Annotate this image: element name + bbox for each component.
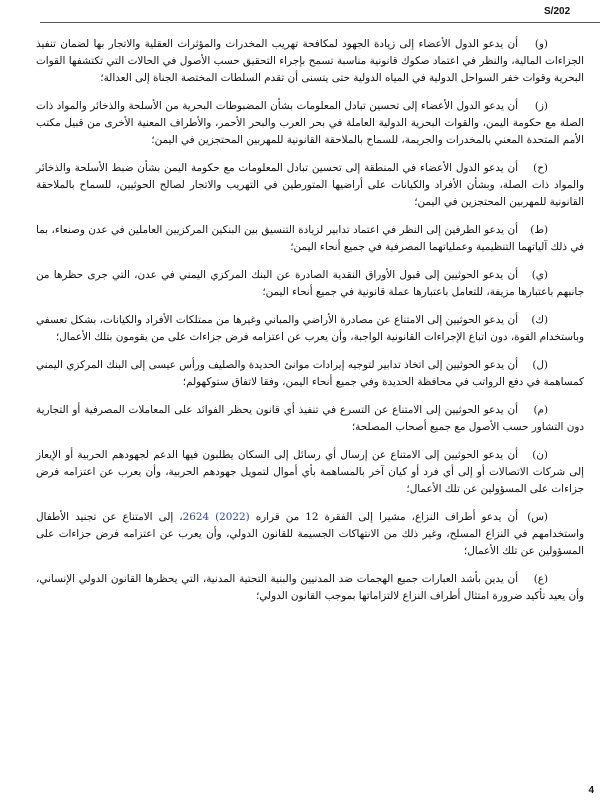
paragraph-text-before: أن يدعو أطراف النزاع، مشيرا إلى الفقرة 12 من قراره bbox=[249, 511, 518, 523]
paragraph-marker: (م) bbox=[533, 404, 548, 416]
paragraph-marker: (ح) bbox=[533, 162, 548, 174]
paragraph-text: أن يدعو الدول الأعضاء في المنطقة إلى تحسين تبادل المعلومات مع حكومة اليمن بشأن ضبط الأسلحة والذخائر والمواد ذات الصلة، وبشأن الأفراد والكيانات على أراضيها المتورطين في التهريب والاتجار لصالح الحوثيين، للسماح بالملاحقة القانونية للمهربين المحتجزين في اليمن؛ bbox=[36, 162, 584, 208]
paragraph-marker: (ي) bbox=[531, 269, 548, 281]
resolution-link[interactable]: 2624 (2022) bbox=[182, 511, 250, 523]
paragraph-kaf bbox=[36, 312, 584, 346]
paragraph-text-after: ، إلى الامتناع عن تجنيد الأطفال واستخدامهم في النزاع المسلح، وغير ذلك من الانتهاكات الجسيمة للقانون الدولي، وأن يعرب عن اعتزامه فرض جزاءات على المسؤولين عن تلك الأعمال؛ bbox=[36, 511, 584, 557]
paragraph-waw bbox=[36, 36, 584, 87]
paragraph-text: أن يدعو الحوثيين إلى اتخاذ تدابير لتوجيه إيرادات موانئ الحديدة والصليف ورأس عيسى إلى البنك المركزي اليمني كمساهمة في دفع الرواتب في محافظة الحديدة وفي جميع أنحاء اليمن، وفقا لاتفاق ستوكهولم؛ bbox=[35, 359, 584, 388]
paragraph-nun bbox=[36, 447, 584, 498]
paragraph-text: أن يدعو الحوثيين إلى قبول الأوراق النقدية الصادرة عن البنك المركزي اليمني في عدن، التي جرى حظرها من جانبهم باعتبارها مزيفة، للتعامل باعتبارها عملة قانونية في جميع أنحاء اليمن؛ bbox=[36, 269, 584, 298]
paragraph-text: أن يدعو الدول الأعضاء إلى تحسين تبادل المعلومات بشأن المضبوطات البحرية من الأسلحة والذخائر والمواد ذات الصلة مع حكومة اليمن، والقوات البحرية الدولية العاملة في بحر العرب والبحر الأحمر، والأطراف المعنية الأخرى من قبيل مكتب الأمم المتحدة المعني بالمخدرات والجريمة، للسماح بالملاحقة القانونية للمهربين المحتجزين في اليمن؛ bbox=[36, 100, 584, 146]
header-rule bbox=[40, 22, 600, 23]
paragraph-marker: (ز) bbox=[534, 100, 548, 112]
paragraph-zay bbox=[36, 98, 584, 149]
paragraph-ta bbox=[36, 222, 584, 256]
paragraph-text: أن يدعو الدول الأعضاء إلى زيادة الجهود لمكافحة تهريب المخدرات والمؤثرات العقلية والاتجار بها لضمان تنفيذ الجزاءات المالية، والنظر في اعتماد صكوك قانونية مناسبة تسمح بإجراء التحقيق حسب الأصول في الحالات التي تكتشفها القوات البحرية وقوات خفر السواحل الدولية في المياه الدولية حتى يتسنى أن تقدم السلطات المختصة الجناة إلى العدالة؛ bbox=[36, 38, 584, 84]
document-symbol: S/202 bbox=[544, 6, 571, 17]
paragraph-marker: (ن) bbox=[532, 449, 548, 461]
paragraph-text: أن يدعو الحوثيين إلى الامتناع عن مصادرة الأراضي والمباني وغيرها من ممتلكات الأفراد والكيانات، بشكل تعسفي وباستخدام القوة، دون اتباع الإجراءات القانونية الواجبة، وأن يعرب عن اعتزامه فرض جزاءات على من يقومون بتلك الأعمال؛ bbox=[36, 314, 584, 343]
document-body bbox=[36, 36, 584, 616]
paragraph-sin bbox=[36, 509, 584, 560]
page-number: 4 bbox=[588, 785, 594, 796]
paragraph-marker: (ط) bbox=[530, 224, 548, 236]
paragraph-text: أن يدعو الحوثيين إلى الامتناع عن التسرع في تنفيذ أي قانون يحظر الفوائد على المعاملات المصرفية أو التجارية دون التشاور حسب الأصول مع جميع أصحاب المصلحة؛ bbox=[36, 404, 584, 433]
paragraph-marker: (ل) bbox=[532, 359, 548, 371]
paragraph-ya bbox=[36, 267, 584, 301]
paragraph-ha bbox=[36, 160, 584, 211]
paragraph-mim bbox=[36, 402, 584, 436]
paragraph-marker: (ع) bbox=[533, 573, 548, 585]
paragraph-marker: (و) bbox=[534, 38, 548, 50]
paragraph-text: أن يدعو الطرفين إلى النظر في اعتماد تدابير لزيادة التنسيق بين البنكين المركزيين العاملين في عدن وصنعاء، بما في ذلك آلياتهما التنظيمية وعملياتهما المصرفية في جميع أنحاء اليمن؛ bbox=[36, 224, 584, 253]
paragraph-text: أن يدعو الحوثيين إلى الامتناع عن إرسال أي رسائل إلى السكان يطلبون فيها الدعم لجهودهم الحربية أو الإيعاز إلى شركات الاتصالات أو إلى أي فرد أو كيان آخر بالمساهمة بأي أموال لتمويل جهودهم الحربية، وأن يعرب عن اعتزامه فرض جزاءات على المسؤولين عن تلك الأعمال؛ bbox=[36, 449, 584, 495]
paragraph-lam bbox=[36, 357, 584, 391]
paragraph-marker: (س) bbox=[527, 511, 548, 523]
paragraph-ayn bbox=[36, 571, 584, 605]
paragraph-marker: (ك) bbox=[531, 314, 548, 326]
paragraph-text: أن يدين بأشد العبارات جميع الهجمات ضد المدنيين والبنية التحتية المدنية، التي يحظرها القانون الدولي الإنساني، وأن يعيد تأكيد ضرورة امتثال أطراف النزاع لالتزاماتها بموجب القانون الدولي؛ bbox=[36, 573, 584, 602]
